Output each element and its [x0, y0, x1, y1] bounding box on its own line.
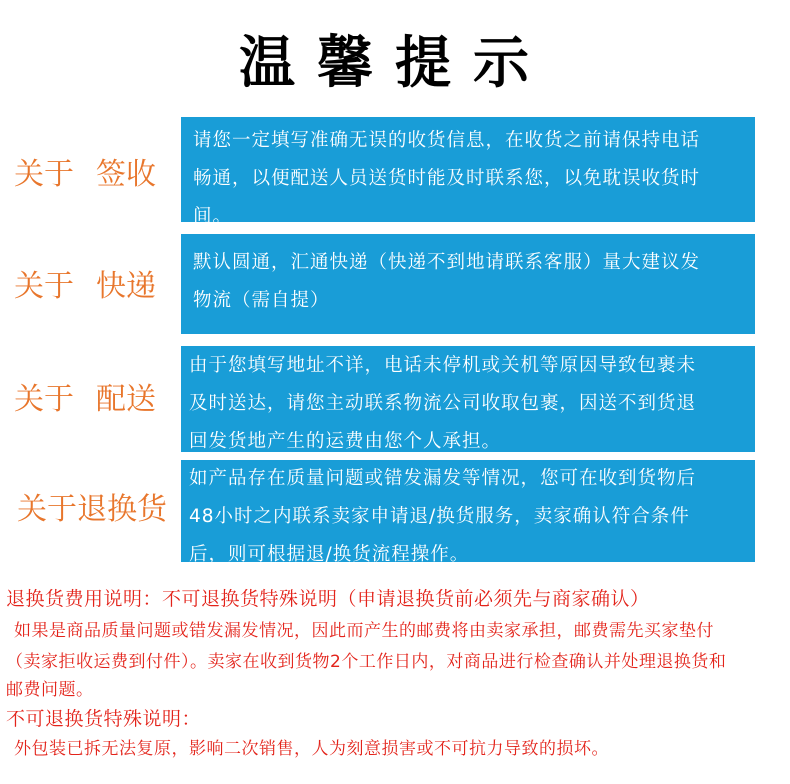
special-note-heading: 不可退换货特殊说明：	[6, 708, 202, 730]
label-prefix: 关于	[14, 157, 74, 192]
return-fee-paragraph-line2: （卖家拒收运费到付件）。卖家在收到货物2个工作日内，对商品进行检查确认并处理退换货和	[6, 652, 727, 672]
label-express	[14, 267, 182, 307]
label-returns	[17, 490, 185, 530]
label-topic: 退换货	[77, 492, 167, 527]
info-line: 及时送达，请您主动联系物流公司收取包裹，因送不到货退	[189, 393, 697, 414]
info-line: 如产品存在质量问题或错发漏发等情况，您可在收到货物后	[189, 468, 697, 489]
info-box-express	[181, 234, 755, 334]
return-fee-heading: 退换货费用说明：不可退换货特殊说明（申请退换货前必须先与商家确认）	[6, 588, 650, 610]
info-line: 由于您填写地址不详，电话未停机或关机等原因导致包裹未	[189, 355, 697, 376]
info-line: 后，则可根据退/换货流程操作。	[189, 544, 470, 565]
return-fee-paragraph-line1: 如果是商品质量问题或错发漏发情况，因此而产生的邮费将由卖家承担，邮费需先买家垫付	[14, 621, 714, 641]
info-box-returns	[181, 460, 755, 565]
label-topic: 快递	[96, 269, 156, 304]
special-note-text: 外包装已拆无法复原，影响二次销售，人为刻意损害或不可抗力导致的损坏。	[14, 739, 609, 759]
label-prefix: 关于	[14, 269, 74, 304]
info-line: 48小时之内联系卖家申请退/换货服务，卖家确认符合条件	[189, 506, 690, 527]
info-line: 请您一定填写准确无误的收货信息，在收货之前请保持电话	[193, 130, 701, 151]
info-line: 默认圆通，汇通快递（快递不到地请联系客服）量大建议发	[193, 252, 701, 273]
page-title: 温馨提示	[239, 30, 551, 96]
label-topic: 签收	[96, 157, 156, 192]
info-line: 回发货地产生的运费由您个人承担。	[189, 431, 502, 452]
info-box-delivery	[181, 346, 755, 452]
label-delivery	[14, 380, 182, 420]
info-line: 畅通，以便配送人员送货时能及时联系您，以免耽误收货时	[193, 168, 701, 189]
label-topic: 配送	[96, 382, 156, 417]
label-prefix: 关于	[14, 382, 74, 417]
info-box-sign-receipt	[181, 117, 755, 227]
return-fee-paragraph-line3: 邮费问题。	[6, 680, 94, 700]
info-line: 间。	[193, 206, 233, 227]
label-sign-receipt	[14, 155, 182, 195]
info-line: 物流（需自提）	[193, 290, 330, 311]
label-prefix: 关于	[17, 492, 77, 527]
